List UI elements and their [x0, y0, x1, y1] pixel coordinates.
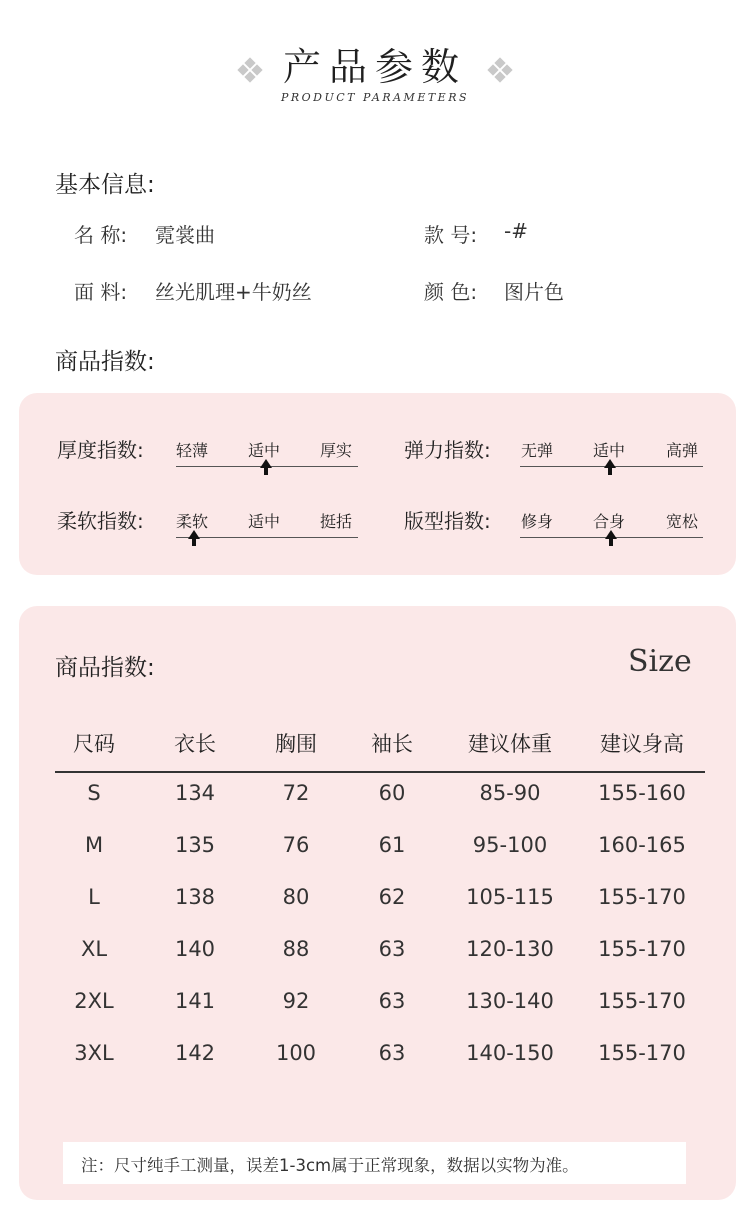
index-heading: 商品指数:: [55, 349, 155, 375]
table-header-divider: [55, 771, 705, 773]
style-number-value: -#: [504, 219, 528, 243]
fabric-label: 面 料:: [74, 280, 128, 304]
table-row: [0, 781, 750, 811]
column-header: 建议身高: [600, 732, 684, 756]
table-cell: 61: [378, 833, 406, 857]
elasticity-marker-arrow-icon: [604, 459, 616, 475]
table-cell: S: [87, 781, 101, 805]
table-row: [0, 937, 750, 967]
thickness-marker-arrow-icon: [260, 459, 272, 475]
page-header: [0, 36, 750, 91]
table-row: [0, 833, 750, 863]
table-cell: 155-160: [598, 781, 686, 805]
table-cell: 2XL: [74, 989, 114, 1013]
table-cell: 85-90: [479, 781, 541, 805]
page-subtitle: PRODUCT PARAMETERS: [280, 91, 470, 104]
table-cell: 130-140: [466, 989, 554, 1013]
color-value: 图片色: [504, 280, 564, 304]
table-cell: M: [84, 833, 104, 857]
table-cell: 72: [282, 781, 310, 805]
table-cell: 120-130: [466, 937, 554, 961]
table-cell: L: [88, 885, 100, 909]
size-heading: 商品指数:: [55, 655, 155, 681]
softness-option: 挺括: [320, 512, 353, 531]
elasticity-option: 适中: [593, 441, 626, 460]
thickness-option: 厚实: [320, 441, 353, 460]
name-label: 名 称:: [74, 223, 128, 247]
fit-index-label: 版型指数:: [404, 509, 491, 533]
table-cell: 155-170: [598, 1041, 686, 1065]
table-row: [0, 989, 750, 1019]
table-cell: 155-170: [598, 989, 686, 1013]
table-cell: 60: [378, 781, 406, 805]
table-row: [0, 1041, 750, 1071]
softness-scale-line: [176, 537, 358, 538]
fit-option: 修身: [521, 512, 554, 531]
table-cell: 160-165: [598, 833, 686, 857]
table-cell: 155-170: [598, 937, 686, 961]
table-cell: 95-100: [472, 833, 548, 857]
softness-marker-arrow-icon: [188, 530, 200, 546]
softness-option: 柔软: [176, 512, 209, 531]
elasticity-option: 无弹: [521, 441, 554, 460]
name-value: 霓裳曲: [155, 223, 215, 247]
table-cell: 88: [282, 937, 310, 961]
table-cell: 135: [174, 833, 216, 857]
table-cell: XL: [80, 937, 108, 961]
table-cell: 92: [282, 989, 310, 1013]
page-title: 产品参数: [282, 45, 467, 89]
table-cell: 105-115: [466, 885, 554, 909]
table-cell: 138: [174, 885, 216, 909]
table-cell: 134: [174, 781, 216, 805]
fit-marker-arrow-icon: [605, 530, 617, 546]
table-cell: 142: [174, 1041, 216, 1065]
column-header: 建议体重: [468, 732, 552, 756]
softness-index-label: 柔软指数:: [57, 509, 144, 533]
table-cell: 140-150: [466, 1041, 554, 1065]
softness-option: 适中: [248, 512, 281, 531]
table-row: [0, 885, 750, 915]
column-header: 衣长: [174, 732, 216, 756]
thickness-option: 轻薄: [176, 441, 209, 460]
column-header: 尺码: [73, 732, 115, 756]
column-header: 袖长: [371, 732, 413, 756]
table-cell: 63: [378, 989, 406, 1013]
color-label: 颜 色:: [424, 280, 478, 304]
table-cell: 76: [282, 833, 310, 857]
index-panel: [19, 393, 736, 575]
diamond-ornament-icon: [489, 59, 511, 81]
basic-info-heading: 基本信息:: [55, 172, 155, 198]
elasticity-option: 高弹: [666, 441, 699, 460]
table-cell: 63: [378, 1041, 406, 1065]
fabric-value: 丝光肌理+牛奶丝: [155, 280, 312, 304]
table-cell: 140: [174, 937, 216, 961]
column-header: 胸围: [275, 732, 317, 756]
table-cell: 62: [378, 885, 406, 909]
measurement-note: 注：尺寸纯手工测量，误差1-3cm属于正常现象，数据以实物为准。: [81, 1156, 579, 1175]
elasticity-index-label: 弹力指数:: [404, 438, 491, 462]
table-cell: 63: [378, 937, 406, 961]
table-cell: 100: [275, 1041, 317, 1065]
fit-option: 合身: [593, 512, 626, 531]
diamond-ornament-icon: [239, 59, 261, 81]
fit-option: 宽松: [666, 512, 699, 531]
table-cell: 3XL: [74, 1041, 114, 1065]
table-cell: 155-170: [598, 885, 686, 909]
style-number-label: 款 号:: [424, 223, 478, 247]
table-cell: 80: [282, 885, 310, 909]
thickness-index-label: 厚度指数:: [57, 438, 144, 462]
thickness-option: 适中: [248, 441, 281, 460]
size-word: Size: [628, 644, 692, 679]
table-cell: 141: [174, 989, 216, 1013]
